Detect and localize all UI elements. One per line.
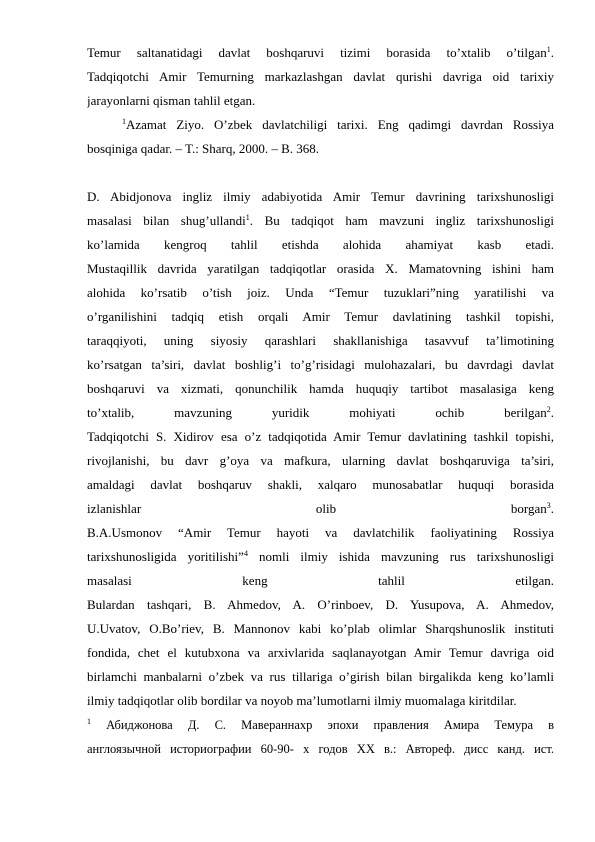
text-line: birlamchi manbalarni o’zbek va rus tillariga o’girish bilan birgalikda keng ko’lamli — [87, 669, 554, 684]
footnote-ref: 3 — [546, 501, 551, 510]
text-line: to’xtalib, mavzuning yuridik mohiyati ochib berilgan$^2$. — [87, 405, 554, 420]
text-line: ko’rsatgan ta’siri, davlat boshlig’i to’g’risidagi mulohazalari, bu davrdagi davlat — [87, 357, 554, 372]
footnote-ref: 1 — [245, 213, 250, 222]
text-line: Temur saltanatidagi davlat boshqaruvi tizimi borasida to’xtalib o’tilgan$^1$. — [87, 45, 554, 60]
text-line: U.Uvatov, O.Bo’riev, B. Mannonov kabi ko’plab olimlar Sharqshunoslik instituti — [87, 621, 554, 636]
text-line: Bulardan tashqari, B. Ahmedov, A. O’rinboev, D. Yusupova, A. Ahmedov, — [87, 597, 554, 612]
footnote-ref: 4 — [243, 549, 248, 558]
text-line: Tadqiqotchi Amir Temurning markazlashgan davlat qurishi davriga oid tarixiy — [87, 69, 554, 84]
text-line: ko’lamida kengroq tahlil etishda alohida ahamiyat kasb etadi. — [87, 237, 554, 252]
text-line: amaldagi davlat boshqaruv shakli, xalqaro munosabatlar huquqi borasida — [87, 477, 554, 492]
text-line: izlanishlar olib borgan$^3$. — [87, 501, 554, 516]
document-page — [87, 41, 554, 761]
footnote-ref: 2 — [546, 405, 551, 414]
text-line: o’rganilishini tadqiq etish orqali Amir Temur davlatining tashkil topishi, — [87, 309, 554, 324]
footnote-marker: 1 — [122, 117, 126, 126]
text-line: tarixshunosligida yoritilishi”$^4$ nomli ilmiy ishida mavzuning rus tarixshunosligi — [87, 549, 554, 564]
text-line: Mustaqillik davrida yaratilgan tadqiqotlar orasida X. Mamatovning ishini ham — [87, 261, 554, 276]
footnote-line: англоязычной историографии 60-90- х годов XX в.: Автореф. дисс канд. ист. — [87, 742, 554, 756]
footnote-ref: 1 — [546, 45, 551, 54]
text-line: B.A.Usmonov “Amir Temur hayoti va davlatchilik faoliyatining Rossiya — [87, 525, 554, 540]
text-line: boshqaruvi va xizmati, qonunchilik hamda huquqiy tartibot masalasiga keng — [87, 381, 554, 396]
text-line: rivojlanishi, bu davr g’oya va mafkura, ularning davlat boshqaruviga ta’siri, — [87, 453, 554, 468]
text-line: fondida, chet el kutubxona va arxivlarida saqlanayotgan Amir Temur davriga oid — [87, 645, 554, 660]
footnote-marker: 1 — [87, 717, 91, 726]
footnote-line: $^1$Azamat Ziyo. O’zbek davlatchiligi tarixi. Eng qadimgi davrdan Rossiya — [122, 117, 554, 132]
text-line: ilmiy tadqiqotlar olib bordilar va noyob ma’lumotlarni ilmiy muomalaga kiritdilar. — [87, 693, 517, 708]
footnote-line: $^1$ Абиджонова Д. С. Мавераннахр эпохи правления Амира Темура в — [87, 717, 554, 732]
text-line: Tadqiqotchi S. Xidirov esa o’z tadqiqotida Amir Temur davlatining tashkil topishi, — [87, 429, 554, 444]
text-line: taraqqiyoti, uning siyosiy qarashlari shakllanishiga tasavvuf ta’limotining — [87, 333, 554, 348]
text-line: alohida ko’rsatib o’tish joiz. Unda “Temur tuzuklari”ning yaratilishi va — [87, 285, 554, 300]
footnote-line: bosqiniga qadar. – T.: Sharq, 2000. – B. 368. — [87, 141, 320, 156]
spacer — [87, 161, 554, 185]
text-line: masalasi bilan shug’ullandi$^1$. Bu tadqiqot ham mavzuni ingliz tarixshunosligi — [87, 213, 554, 228]
text-line: masalasi keng tahlil etilgan. — [87, 573, 554, 588]
text-line: D. Abidjonova ingliz ilmiy adabiyotida Amir Temur davrining tarixshunosligi — [87, 189, 554, 204]
text-line: jarayonlarni qisman tahlil etgan. — [87, 93, 256, 108]
